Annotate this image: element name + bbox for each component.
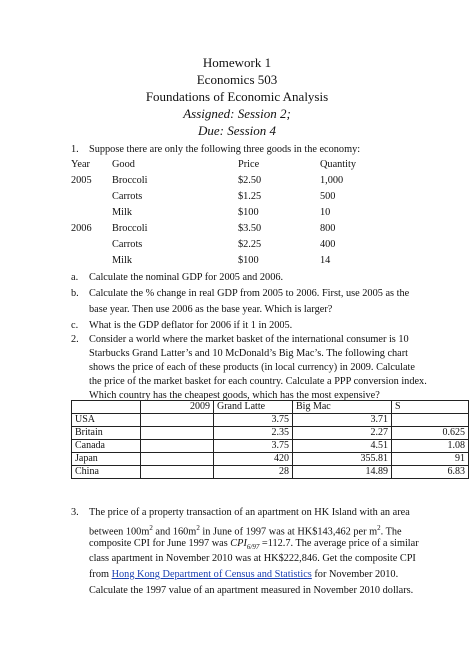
q1-part-text: Calculate the % change in real GDP from 2005 to 2006. First, use 2005 as the — [89, 288, 410, 299]
q3-line: The price of a property transaction of an apartment on HK Island with an area — [89, 507, 410, 518]
ppp-table — [71, 400, 469, 479]
bigmac-cell: 14.89 — [293, 466, 392, 479]
table-row — [72, 440, 469, 453]
q1-col-quantity: Quantity — [320, 159, 357, 170]
s-cell: 91 — [392, 453, 469, 466]
table-row — [72, 453, 469, 466]
latte-cell: 28 — [214, 466, 293, 479]
q1-row-year: 2006 — [71, 223, 92, 234]
q2-text-line: Starbucks Grand Latter’s and 10 McDonald’s Big Mac’s. The following chart — [89, 348, 409, 359]
bigmac-cell: 2.27 — [293, 427, 392, 440]
q1-part-label: c. — [71, 320, 79, 331]
course-number: Economics 503 — [196, 72, 278, 87]
latte-cell: 3.75 — [214, 414, 293, 427]
q1-row-good: Carrots — [112, 191, 143, 202]
q2-text-line: the price of the market basket for each country. Calculate a PPP conversion index. — [89, 376, 427, 387]
q1-part-label: a. — [71, 272, 79, 283]
course-subject: Foundations of Economic Analysis — [145, 89, 329, 104]
q1-part-text: What is the GDP deflator for 2006 if it 1 in 2005. — [89, 320, 293, 331]
q1-row-price: $2.50 — [238, 175, 262, 186]
q1-row-good: Broccoli — [112, 175, 148, 186]
table-row — [72, 466, 469, 479]
table-header-cell: 2009 — [141, 401, 214, 414]
q1-row-good: Milk — [112, 207, 133, 218]
q1-row-quantity: 10 — [320, 207, 331, 218]
bigmac-cell: 355.81 — [293, 453, 392, 466]
q1-row-price: $100 — [238, 255, 259, 266]
table-header-row — [72, 401, 469, 414]
q3-number: 3. — [71, 507, 79, 518]
q3-line: composite CPI for June 1997 was $CPI_{6/97} =112.7$. The average price of a similar — [89, 538, 419, 552]
country-cell: Canada — [72, 440, 141, 453]
s-cell: 0.625 — [392, 427, 469, 440]
q1-row-price: $2.25 — [238, 239, 262, 250]
table-row — [72, 427, 469, 440]
cpi-symbol: CPI — [230, 538, 247, 549]
q1-col-price: Price — [238, 159, 260, 170]
bigmac-cell: 4.51 — [293, 440, 392, 453]
q1-row-price: $3.50 — [238, 223, 262, 234]
table-header-cell — [72, 401, 141, 414]
latte-cell: 3.75 — [214, 440, 293, 453]
due-line: Due: Session 4 — [198, 123, 276, 138]
q1-row-quantity: 400 — [320, 239, 336, 250]
country-cell: Britain — [72, 427, 141, 440]
q2-text-line: shows the price of each of these products (in local currency) in 2009. Calculate — [89, 362, 415, 373]
q1-row-price: $1.25 — [238, 191, 262, 202]
q2-number: 2. — [71, 334, 79, 345]
q1-row-price: $100 — [238, 207, 259, 218]
q1-col-year: Year — [71, 159, 90, 170]
table-header-cell: Big Mac — [293, 401, 392, 414]
latte-cell: 2.35 — [214, 427, 293, 440]
q1-row-quantity: 500 — [320, 191, 336, 202]
q1-part-text: Calculate the nominal GDP for 2005 and 2006. — [89, 272, 284, 283]
title-block — [0, 54, 474, 139]
q1-number: 1. — [71, 144, 79, 155]
table-row — [72, 414, 469, 427]
bigmac-cell: 3.71 — [293, 414, 392, 427]
census-stats-link[interactable]: Hong Kong Department of Census and Statistics — [111, 569, 312, 580]
q1-row-good: Milk — [112, 255, 133, 266]
assigned-line: Assigned: Session 2; — [183, 106, 291, 121]
q3-line: class apartment in November 2010 was at HK$222,846. Get the composite CPI — [89, 553, 416, 564]
q1-part-text-cont: base year. Then use 2006 as the base year. Which is larger? — [89, 304, 333, 315]
s-cell — [392, 414, 469, 427]
q3-line: from Hong Kong Department of Census and Statistics for November 2010. — [89, 569, 399, 580]
q1-col-good: Good — [112, 159, 135, 170]
table-header-cell: S — [392, 401, 469, 414]
q1-prompt: Suppose there are only the following three goods in the economy: — [89, 144, 361, 155]
s-cell: 1.08 — [392, 440, 469, 453]
q2-text-line: Consider a world where the market basket of the international consumer is 10 — [89, 334, 409, 345]
country-cell: China — [72, 466, 141, 479]
country-cell: USA — [72, 414, 141, 427]
table-header-cell: Grand Latte — [214, 401, 293, 414]
latte-cell: 420 — [214, 453, 293, 466]
doc-title: Homework 1 — [202, 55, 272, 70]
q1-row-good: Broccoli — [112, 223, 148, 234]
q1-row-good: Carrots — [112, 239, 143, 250]
q1-row-quantity: 1,000 — [320, 175, 344, 186]
q3-line: Calculate the 1997 value of an apartment measured in November 2010 dollars. — [89, 585, 414, 596]
q1-row-quantity: 14 — [320, 255, 331, 266]
s-cell: 6.83 — [392, 466, 469, 479]
q3-line: between $100m^2$ and $160m^2$ in June of 1997 was at HK$143,462 per $m^2$. The — [89, 524, 402, 538]
country-cell: Japan — [72, 453, 141, 466]
q1-part-label: b. — [71, 288, 79, 299]
q2-text-line: Which country has the cheapest goods, which has the most expensive? — [89, 390, 380, 401]
q1-row-quantity: 800 — [320, 223, 336, 234]
q1-row-year: 2005 — [71, 175, 92, 186]
